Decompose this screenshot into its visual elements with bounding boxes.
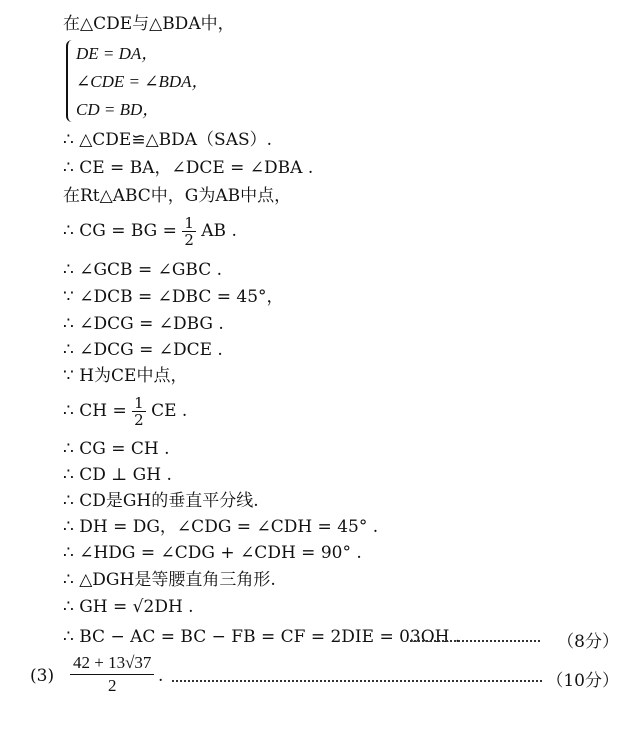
line-isosceles: ∴ △DGH是等腰直角三角形. <box>63 570 276 590</box>
line-hdg: ∴ ∠HDG = ∠CDG + ∠CDH = 90° . <box>63 543 362 563</box>
line-bc-ac: ∴ BC − AC = BC − FB = CF = 2DIE = 03OH . <box>63 627 461 647</box>
line-perp: ∴ CD ⊥ GH . <box>63 465 172 485</box>
ab-text: AB . <box>201 221 237 241</box>
part3-tail: . <box>158 666 164 686</box>
line-dh-dg: ∴ DH = DG，∠CDG = ∠CDH = 45° . <box>63 517 379 537</box>
line-dcg-dbg: ∴ ∠DCG = ∠DBG . <box>63 314 224 334</box>
system-brace <box>66 40 76 122</box>
score-10: （10分） <box>546 671 619 691</box>
line-congruent: ∴ △CDE≌△BDA（SAS）. <box>63 130 273 150</box>
dot-leader-1 <box>410 640 540 642</box>
condition-2: ∠CDE = ∠BDA， <box>76 72 209 91</box>
line-triangle-compare: 在△CDE与△BDA中， <box>63 14 235 34</box>
half-fraction-2 <box>132 395 146 428</box>
fraction-num: 1 <box>184 214 194 232</box>
fraction-num: 1 <box>134 394 144 412</box>
line-cg-half <box>63 214 237 248</box>
line-h-midpoint: ∵ H为CE中点， <box>63 366 188 386</box>
line-dcb: ∵ ∠DCB = ∠DBC = 45°， <box>63 287 284 307</box>
fraction-den: 2 <box>184 231 194 249</box>
part3-num: 42 + 13√37 <box>70 652 154 675</box>
ce-text: CE . <box>151 401 188 421</box>
line-ce-ba: ∴ CE = BA，∠DCE = ∠DBA . <box>63 158 314 178</box>
fraction-den: 2 <box>134 411 144 429</box>
dot-leader-2 <box>172 680 542 682</box>
score-8: （8分） <box>557 632 619 652</box>
part3-label: (3) <box>30 666 55 686</box>
line-gcb: ∴ ∠GCB = ∠GBC . <box>63 260 223 280</box>
line-dcg-dce: ∴ ∠DCG = ∠DCE . <box>63 340 223 360</box>
line-rt-triangle: 在Rt△ABC中，G为AB中点， <box>63 186 292 206</box>
ch-text: ∴ CH = <box>63 401 133 421</box>
condition-3: CD = BD， <box>76 100 160 119</box>
line-cg-ch: ∴ CG = CH . <box>63 439 170 459</box>
part3-fraction <box>70 652 154 697</box>
half-fraction <box>182 215 196 248</box>
congruence-conditions <box>76 40 209 124</box>
part3-den: 2 <box>107 676 117 695</box>
line-bisector: ∴ CD是GH的垂直平分线. <box>63 491 259 511</box>
cg-text: ∴ CG = BG = <box>63 221 183 241</box>
condition-1: DE = DA， <box>76 44 159 63</box>
line-gh: ∴ GH = √2DH . <box>63 597 194 617</box>
line-ch-half <box>63 394 187 428</box>
